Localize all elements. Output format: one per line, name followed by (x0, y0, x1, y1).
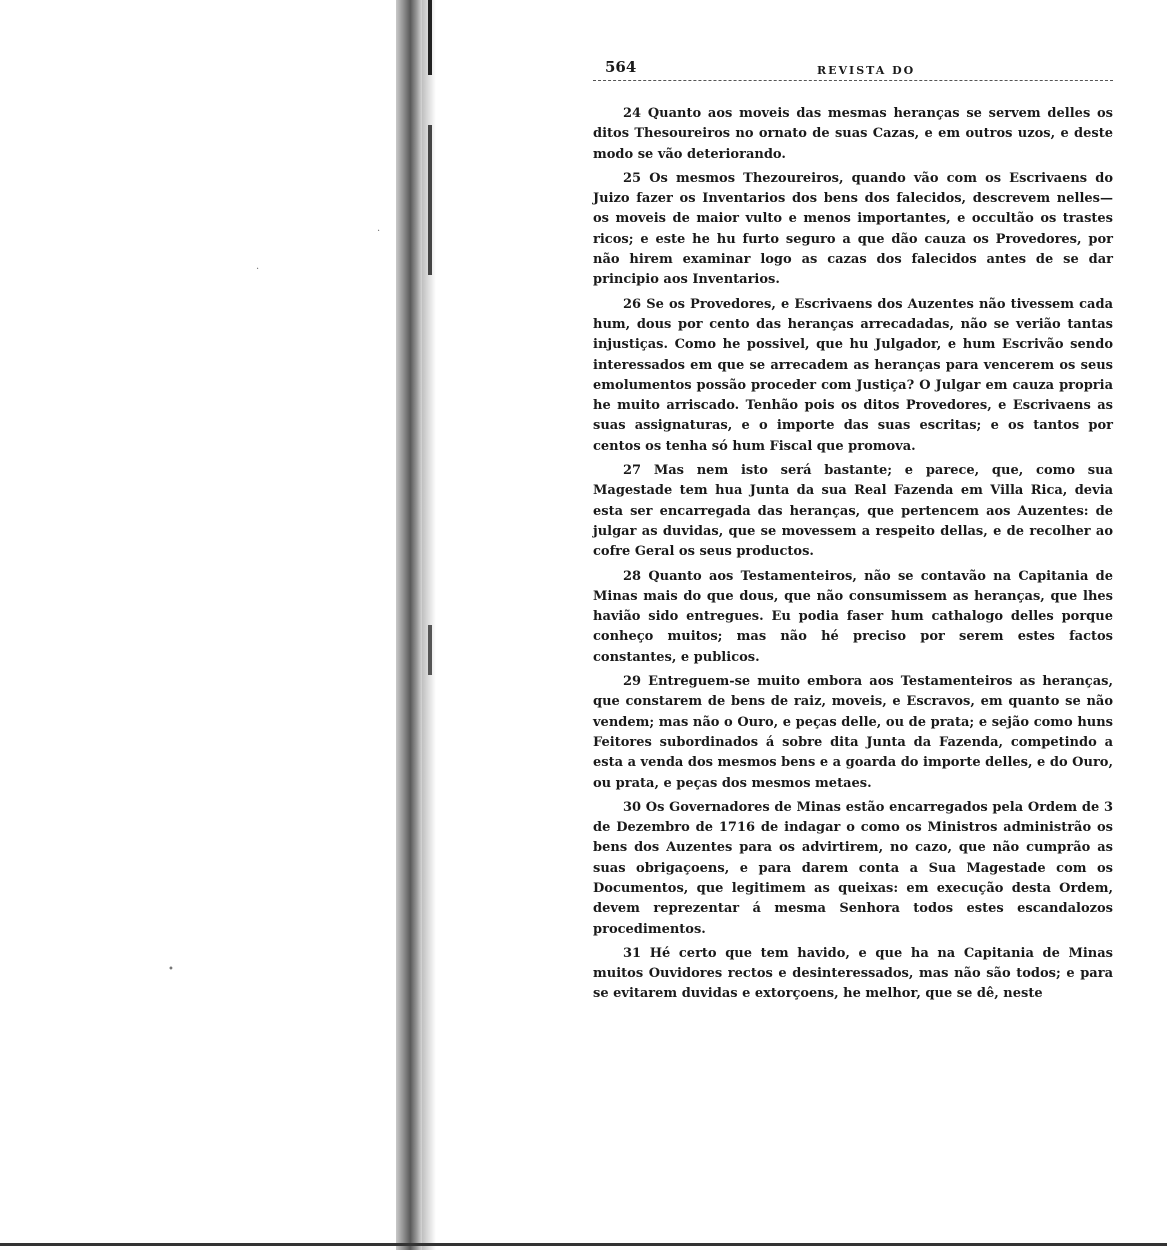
paragraph-31: 31 Hé certo que tem havido, e que ha na Capitania de Minas muitos Ouvidores rectos e desinteressados, mas não são todos; e para se evitarem duvidas e extorçoens, he melhor, que se dê, neste (593, 945, 1113, 1002)
scan-speck: • (168, 964, 174, 975)
book-page (593, 50, 1113, 1009)
paragraph-30: 30 Os Governadores de Minas estão encarregados pela Ordem de 3 de Dezembro de 1716 de indagar o como os Ministros administrão os bens dos Auzentes para os advirtirem, no cazo, que não cumprão as suas obrigaçoens, e para darem conta a Sua Magestade com os Documentos, que legitimem as queixas: em execução desta Ordem, devem reprezentar á mesma Senhora todos estes escandalozos procedimentos. (593, 799, 1113, 937)
running-title: REVISTA DO (817, 64, 916, 77)
scan-speck: · (377, 226, 381, 237)
paragraph-24: 24 Quanto aos moveis das mesmas heranças se servem delles os ditos Thesoureiros no ornato de suas Cazas, e em outros uzos, e deste modo se vão deteriorando. (593, 106, 1113, 162)
gutter-fold-line (428, 0, 432, 1250)
paragraph-25: 25 Os mesmos Thezoureiros, quando vão com os Escrivaens do Juizo fazer os Inventarios dos bens dos falecidos, descrevem nelles— os moveis de maior vulto e menos importantes, e occultão os trastes ricos; e este he hu furto seguro a que dão cauza os Provedores, por não hirem examinar logo as cazas dos falecidos antes de se dar principio aos Inventarios. (593, 170, 1113, 288)
book-binding-gutter (396, 0, 422, 1250)
paragraph-27: 27 Mas nem isto será bastante; e parece, que, como sua Magestade tem hua Junta da sua Real Fazenda em Villa Rica, devia esta ser encarregada das heranças, que pertencem aos Auzentes: de julgar as duvidas, que se movessem a respeito dellas, e de recolher ao cofre Geral os seus productos. (593, 463, 1113, 560)
body-text (593, 104, 1113, 1005)
header-rule (593, 80, 1113, 81)
paragraph-28: 28 Quanto aos Testamenteiros, não se contavão na Capitania de Minas mais do que dous, que não consumissem as heranças, que lhes havião sido entregues. Eu podia faser hum cathalogo delles porque conheço muitos; mas não hé preciso por serem estes factos constantes, e publicos. (593, 568, 1113, 665)
paragraph-26: 26 Se os Provedores, e Escrivaens dos Auzentes não tivessem cada hum, dous por cento das heranças arrecadadas, não se verião tantas injustiças. Como he possivel, que hu Julgador, e hum Escrivão sendo interessados em que se arrecadem as heranças para vencerem os seus emolumentos possão proceder com Justiça? O Julgar em cauza propria he muito arriscado. Tenhão pois os ditos Provedores, e Escrivaens as suas assignaturas, e o importe das suas escritas; e os tantos por centos os tenha só hum Fiscal que promova. (593, 296, 1113, 454)
page-number: 564 (605, 58, 637, 76)
paragraph-29: 29 Entreguem-se muito embora aos Testamenteiros as heranças, que constarem de bens de raiz, moveis, e Escravos, em quanto se não vendem; mas não o Ouro, e peças delle, ou de prata; e sejão como huns Feitores subordinados á sobre dita Junta da Fazenda, competindo a esta a venda dos mesmos bens e a goarda do importe delles, e do Ouro, ou prata, e peças dos mesmos metaes. (593, 674, 1113, 791)
running-head (593, 50, 1113, 80)
scan-speck: · (256, 264, 260, 275)
page-bottom-edge (0, 1243, 1167, 1246)
